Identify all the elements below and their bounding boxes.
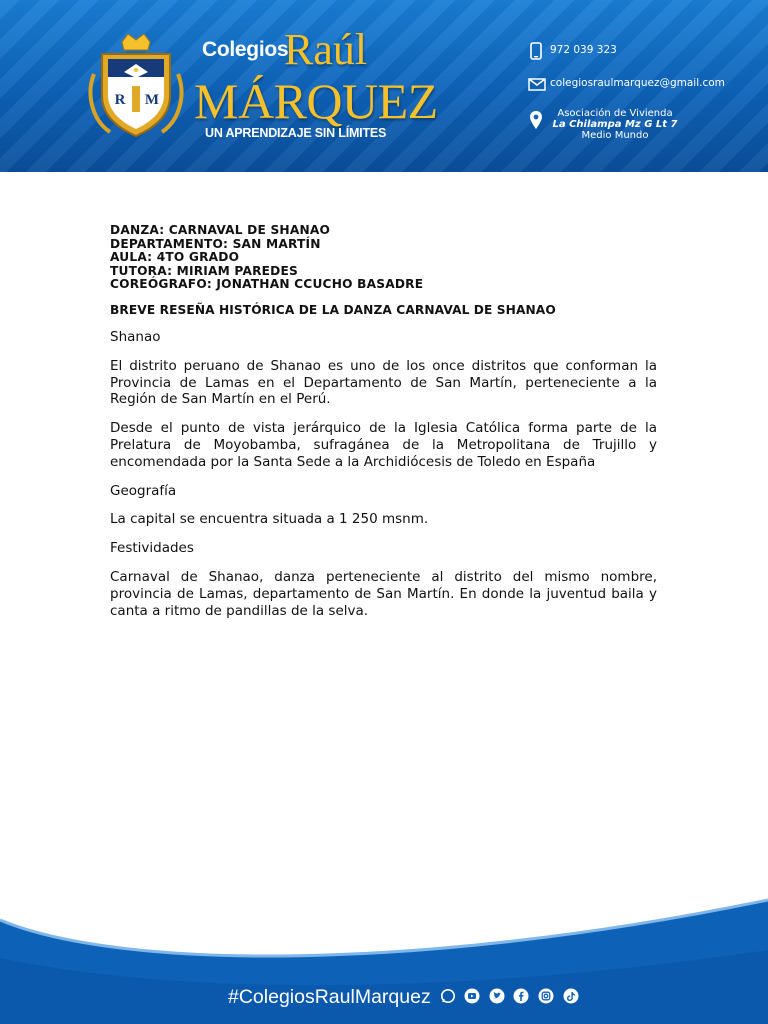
contact-address — [550, 108, 680, 141]
brand-last-name: MÁRQUEZ — [194, 73, 438, 129]
document-meta — [110, 224, 657, 292]
svg-text:M: M — [144, 92, 160, 108]
paragraph-heading-geografia: Geografía — [110, 482, 177, 499]
paragraph-altitude: La capital se encuentra situada a 1 250 msnm. — [110, 511, 429, 528]
facebook-icon[interactable] — [513, 988, 529, 1004]
document-body — [110, 224, 657, 619]
brand-first-name: Raúl — [284, 25, 368, 74]
location-pin-icon — [529, 110, 543, 130]
meta-aula: AULA: 4TO GRADO — [110, 250, 240, 265]
brand-prefix: Colegios — [202, 38, 289, 61]
paragraph-district: El distrito peruano de Shanao es uno de los once distritos que conforman la Provincia de Lamas en el Departamento de San Martín, perteneciente a la Región de San Martín en el Perú. — [110, 357, 657, 408]
contact-email[interactable]: colegiosraulmarquez@gmail.com — [550, 77, 725, 89]
footer-hashtag: #ColegiosRaulMarquez — [228, 986, 431, 1008]
instagram-icon[interactable] — [538, 988, 554, 1004]
letterhead-header — [0, 0, 768, 172]
tiktok-icon[interactable] — [563, 988, 579, 1004]
section-subtitle: BREVE RESEÑA HISTÓRICA DE LA DANZA CARNAVAL DE SHANAO — [110, 302, 556, 317]
twitter-icon[interactable] — [489, 988, 505, 1004]
phone-icon — [530, 42, 542, 60]
paragraph-church: Desde el punto de vista jerárquico de la Iglesia Católica forma parte de la Prelatura de Moyobamba, sufragánea de la Metropolitana de Trujillo y encomendada por la Santa Sede a la Archidiócesis de Toledo en España — [110, 420, 657, 470]
meta-danza: DANZA: CARNAVAL DE SHANAO — [110, 223, 331, 237]
brand-tagline: UN APRENDIZAJE SIN LÍMITES — [205, 126, 387, 140]
meta-tutora: TUTORA: MIRIAM PAREDES — [110, 263, 299, 278]
school-crest-logo — [88, 34, 184, 140]
youtube-icon[interactable] — [464, 988, 480, 1004]
meta-coreografo: COREÓGRAFO: JONATHAN CCUCHO BASADRE — [110, 277, 424, 292]
meta-departamento: DEPARTAMENTO: SAN MARTÍN — [110, 236, 321, 251]
paragraph-heading-festividades: Festividades — [110, 540, 194, 557]
paragraph-carnaval: Carnaval de Shanao, danza perteneciente al distrito del mismo nombre, provincia de Lamas, departamento de San Martín. En donde la juventud baila y canta a ritmo de pandillas de la selva. — [110, 568, 657, 619]
mail-icon — [528, 78, 546, 91]
address-line-2: La Chilampa Mz G Lt 7 — [552, 119, 678, 130]
whatsapp-icon[interactable] — [440, 988, 456, 1004]
paragraph-heading-shanao: Shanao — [110, 328, 161, 345]
address-line-1: Asociación de Vivienda — [557, 108, 673, 119]
address-line-3: Medio Mundo — [581, 130, 649, 141]
svg-text:R: R — [114, 92, 126, 108]
contact-phone: 972 039 323 — [550, 44, 617, 56]
